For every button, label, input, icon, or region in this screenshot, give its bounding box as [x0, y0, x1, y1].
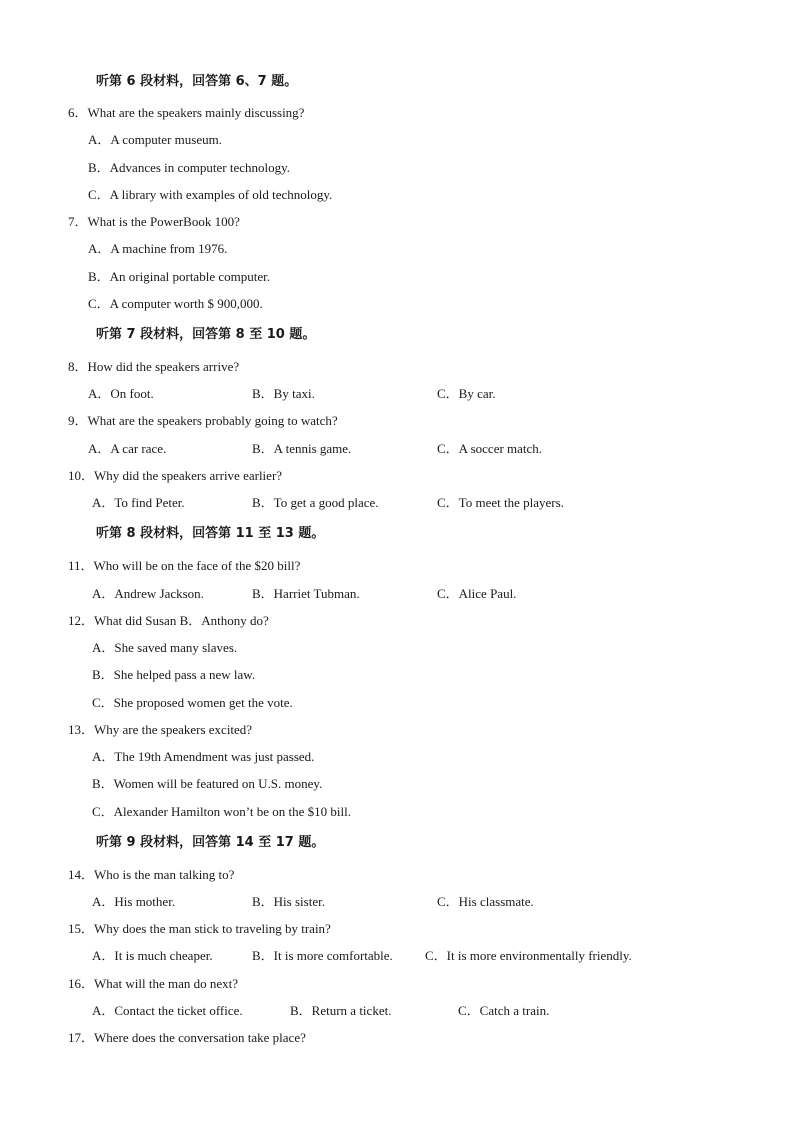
option-9c: C．A soccer match.	[437, 441, 543, 456]
question-9: 9．What are the speakers probably going to watch?	[68, 413, 338, 428]
question-12: 12．What did Susan B．Anthony do?	[68, 613, 269, 628]
option-6c: C．A library with examples of old technology.	[88, 187, 333, 202]
question-16: 16．What will the man do next?	[68, 976, 239, 991]
question-17: 17．Where does the conversation take place?	[68, 1030, 306, 1045]
option-11c: C．Alice Paul.	[437, 586, 517, 601]
option-9b: B．A tennis game.	[252, 441, 352, 456]
question-13: 13．Why are the speakers excited?	[68, 722, 253, 737]
question-7: 7．What is the PowerBook 100?	[68, 214, 240, 229]
section-heading: 听第 7 段材料，回答第 8 至 10 题。	[96, 327, 316, 342]
option-6a: A．A computer museum.	[88, 132, 222, 147]
section-heading: 听第 9 段材料，回答第 14 至 17 题。	[96, 835, 325, 850]
question-11: 11．Who will be on the face of the $20 bill?	[68, 558, 301, 573]
option-13b: B．Women will be featured on U.S. money.	[92, 776, 323, 791]
option-12b: B．She helped pass a new law.	[92, 667, 256, 682]
question-14: 14．Who is the man talking to?	[68, 867, 235, 882]
option-15c: C．It is more environmentally friendly.	[425, 948, 632, 963]
question-6: 6．What are the speakers mainly discussing?	[68, 105, 305, 120]
option-13a: A．The 19th Amendment was just passed.	[92, 749, 315, 764]
section-heading: 听第 6 段材料，回答第 6、7 题。	[96, 74, 298, 89]
option-8b: B．By taxi.	[252, 386, 315, 401]
option-15b: B．It is more comfortable.	[252, 948, 393, 963]
option-10a: A．To find Peter.	[92, 495, 185, 510]
option-8a: A．On foot.	[88, 386, 154, 401]
option-7b: B．An original portable computer.	[88, 269, 270, 284]
question-15: 15．Why does the man stick to traveling by train?	[68, 921, 331, 936]
option-13c: C．Alexander Hamilton won’t be on the $10 bill.	[92, 804, 351, 819]
option-16c: C．Catch a train.	[458, 1003, 550, 1018]
option-7a: A．A machine from 1976.	[88, 241, 228, 256]
option-8c: C．By car.	[437, 386, 496, 401]
option-16a: A．Contact the ticket office.	[92, 1003, 243, 1018]
option-14a: A．His mother.	[92, 894, 176, 909]
option-6b: B．Advances in computer technology.	[88, 160, 291, 175]
option-11a: A．Andrew Jackson.	[92, 586, 204, 601]
option-12a: A．She saved many slaves.	[92, 640, 238, 655]
option-12c: C．She proposed women get the vote.	[92, 695, 293, 710]
option-15a: A．It is much cheaper.	[92, 948, 213, 963]
option-7c: C．A computer worth $ 900,000.	[88, 296, 263, 311]
option-10c: C．To meet the players.	[437, 495, 564, 510]
option-11b: B．Harriet Tubman.	[252, 586, 360, 601]
option-16b: B．Return a ticket.	[290, 1003, 392, 1018]
option-9a: A．A car race.	[88, 441, 167, 456]
question-10: 10．Why did the speakers arrive earlier?	[68, 468, 283, 483]
option-14c: C．His classmate.	[437, 894, 534, 909]
option-14b: B．His sister.	[252, 894, 325, 909]
question-8: 8．How did the speakers arrive?	[68, 359, 240, 374]
option-10b: B．To get a good place.	[252, 495, 379, 510]
section-heading: 听第 8 段材料，回答第 11 至 13 题。	[96, 526, 325, 541]
